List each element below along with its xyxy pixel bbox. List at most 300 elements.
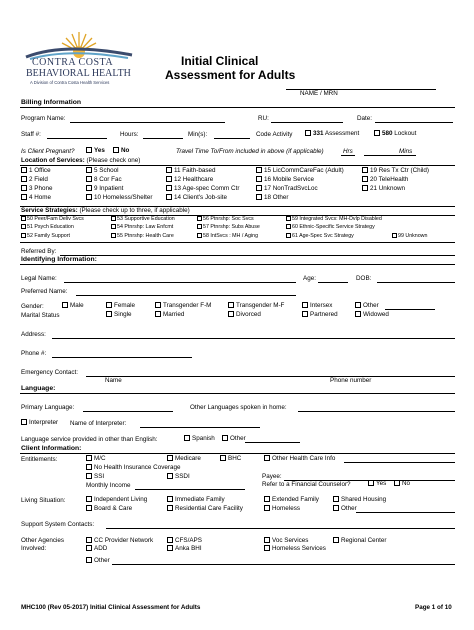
travel-hrs-field[interactable] — [341, 155, 355, 156]
living-option-label: Homeless — [272, 505, 300, 512]
monthly-income-field[interactable] — [135, 489, 245, 490]
checkbox-icon — [362, 176, 368, 182]
other-hci-label: Other Health Care Info — [272, 455, 336, 462]
location-option-label: 10 Homeless/Shelter — [94, 194, 153, 201]
emergency-label: Emergency Contact: — [21, 369, 79, 376]
code-580-label: Lockout — [394, 130, 417, 137]
agency-other-label: Other — [94, 557, 110, 564]
checkbox-icon — [368, 480, 374, 486]
date-label: Date: — [357, 115, 373, 122]
checkbox-icon — [86, 167, 92, 173]
code-331-checkbox[interactable] — [305, 130, 359, 137]
checkbox-icon — [21, 233, 26, 238]
strategies-heading-row — [21, 207, 190, 214]
checkbox-icon — [355, 302, 361, 308]
location-option[interactable] — [166, 194, 227, 201]
address-label: Address: — [21, 331, 46, 338]
location-option[interactable] — [362, 185, 405, 192]
checkbox-icon — [302, 311, 308, 317]
pregnant-yes-checkbox[interactable] — [86, 147, 105, 154]
checkbox-icon — [220, 455, 226, 461]
mins-field[interactable] — [214, 138, 250, 139]
living-option[interactable] — [333, 496, 386, 503]
checkbox-icon — [222, 435, 228, 441]
agency-other-field[interactable] — [112, 564, 455, 565]
checkbox-icon — [111, 224, 116, 229]
phone-field[interactable] — [52, 357, 192, 358]
location-option-label: 20 TeleHealth — [370, 176, 409, 183]
checkbox-icon — [86, 505, 92, 511]
agencies-label1: Other Agencies — [21, 537, 65, 544]
living-option-label: Residential Care Facility — [175, 505, 243, 512]
financial-yes-checkbox[interactable] — [368, 480, 386, 487]
checkbox-icon — [256, 176, 262, 182]
checkbox-icon — [394, 480, 400, 486]
checkbox-icon — [197, 216, 202, 221]
form-title-line1: Initial Clinical — [181, 54, 259, 68]
checkbox-icon — [167, 473, 173, 479]
checkbox-icon — [111, 216, 116, 221]
checkbox-icon — [286, 224, 291, 229]
code-activity-label: Code Activity — [256, 131, 293, 138]
dob-field[interactable] — [377, 282, 455, 283]
location-option[interactable] — [86, 167, 119, 174]
location-option[interactable] — [256, 185, 318, 192]
strategy-option-label: 56 Ptnrshp: Soc Svcs — [203, 216, 254, 222]
checkbox-icon — [264, 545, 270, 551]
marital-option[interactable] — [228, 311, 261, 318]
checkbox-icon — [21, 194, 27, 200]
checkbox-icon — [256, 167, 262, 173]
agencies-label2: Involved: — [21, 545, 47, 552]
location-option[interactable] — [166, 176, 213, 183]
checkbox-icon — [264, 505, 270, 511]
ru-field[interactable] — [271, 122, 343, 123]
checkbox-icon — [106, 311, 112, 317]
checkbox-icon — [86, 464, 92, 470]
checkbox-icon — [86, 537, 92, 543]
code-580-num: 580 — [382, 130, 393, 137]
checkbox-icon — [111, 233, 116, 238]
staff-label: Staff #: — [21, 131, 41, 138]
support-label: Support System Contacts: — [21, 521, 95, 528]
language-service-label: Language service provided in other than English: — [21, 436, 158, 443]
ssdi-checkbox[interactable] — [167, 473, 190, 480]
logo-line2: BEHAVIORAL HEALTH — [26, 68, 131, 79]
gender-option[interactable] — [228, 302, 284, 309]
marital-option[interactable] — [155, 311, 184, 318]
agency-option-label: ADD — [94, 545, 108, 552]
agency-option[interactable] — [86, 545, 107, 552]
living-label: Living Situation: — [21, 497, 66, 504]
location-option[interactable] — [362, 176, 408, 183]
living-option-label: Other — [341, 505, 357, 512]
primary-language-label: Primary Language: — [21, 404, 75, 411]
mc-label: M/C — [94, 455, 106, 462]
location-option-label: 19 Res Tx Ctr (Child) — [370, 167, 430, 174]
checkbox-icon — [166, 185, 172, 191]
living-other-field[interactable] — [356, 512, 455, 513]
living-option-label: Extended Family — [272, 496, 319, 503]
location-option[interactable] — [256, 194, 289, 201]
checkbox-icon — [86, 557, 92, 563]
staff-field[interactable] — [47, 138, 107, 139]
emergency-field[interactable] — [86, 376, 455, 377]
checkbox-icon — [305, 130, 311, 136]
checkbox-icon — [228, 302, 234, 308]
strategy-option-label: 57 Ptnrshp: Subs Abuse — [203, 224, 260, 231]
footer-page-number: Page 1 of 10 — [415, 604, 452, 611]
financial-no-checkbox[interactable] — [394, 480, 410, 487]
program-name-label: Program Name: — [21, 115, 66, 122]
interpreter-checkbox[interactable] — [21, 419, 58, 426]
strategy-option[interactable] — [197, 216, 254, 222]
strategy-option[interactable] — [392, 233, 427, 239]
entitlements-label: Entitlements: — [21, 456, 58, 463]
location-option[interactable] — [256, 176, 314, 183]
checkbox-icon — [86, 496, 92, 502]
living-option[interactable] — [264, 505, 300, 512]
checkbox-icon — [166, 176, 172, 182]
location-option-label: 2 Field — [29, 176, 48, 183]
yes-label: Yes — [94, 147, 105, 154]
gender-option[interactable] — [355, 302, 379, 309]
identifying-heading: Identifying Information: — [21, 256, 97, 263]
pregnant-no-checkbox[interactable] — [113, 147, 129, 154]
strategy-option[interactable] — [111, 224, 173, 230]
mins-label: Min(s): — [188, 131, 208, 138]
agency-option[interactable] — [167, 537, 202, 544]
strategy-option-label: 53 Supportive Education — [117, 216, 175, 222]
support-field[interactable] — [106, 528, 455, 529]
travel-mins-field[interactable] — [364, 155, 416, 156]
gender-option[interactable] — [106, 302, 135, 309]
mc-checkbox[interactable] — [86, 455, 106, 462]
age-field[interactable] — [318, 282, 348, 283]
checkbox-icon — [106, 302, 112, 308]
location-option[interactable] — [21, 185, 52, 192]
strategy-option-label: 55 Ptnrshp: Health Care — [117, 232, 174, 239]
checkbox-icon — [355, 311, 361, 317]
sun-logo-icon — [24, 30, 134, 60]
form-title-line2: Assessment for Adults — [165, 68, 296, 82]
gender-other-field[interactable] — [385, 309, 435, 310]
strategy-option[interactable] — [286, 233, 354, 239]
spanish-checkbox[interactable] — [184, 435, 215, 442]
date-field[interactable] — [375, 122, 453, 123]
strategy-option-label: 60 Ethnic-Specific Service Strategy — [292, 224, 375, 231]
checkbox-icon — [86, 147, 92, 153]
checkbox-icon — [362, 167, 368, 173]
checkbox-icon — [155, 302, 161, 308]
location-option[interactable] — [21, 194, 51, 201]
legal-name-label: Legal Name: — [21, 275, 57, 282]
strategy-option-label: 54 Ptnrshp: Law Enfcmt — [117, 224, 174, 231]
living-option[interactable] — [264, 496, 319, 503]
strategy-option-label: 51 Psych Education — [27, 224, 74, 231]
location-option-label: 3 Phone — [29, 185, 53, 192]
primary-language-field[interactable] — [83, 411, 173, 412]
agency-option-label: Homeless Services — [272, 545, 326, 552]
checkbox-icon — [166, 167, 172, 173]
gender-option-label: Transgender F-M — [163, 302, 212, 309]
agency-option[interactable] — [264, 545, 326, 552]
referred-by-label: Referred By: — [21, 248, 57, 255]
strategy-option[interactable] — [21, 216, 84, 222]
checkbox-icon — [333, 496, 339, 502]
living-option[interactable] — [167, 496, 225, 503]
emergency-name-col: Name — [105, 377, 122, 384]
marital-option-label: Partnered — [310, 311, 338, 318]
agency-option-label: CC Provider Network — [94, 537, 154, 544]
location-option-label: 21 Unknown — [370, 185, 406, 192]
gender-label: Gender: — [21, 303, 44, 310]
gender-option[interactable] — [62, 302, 84, 309]
marital-option-label: Single — [114, 311, 132, 318]
preferred-name-label: Preferred Name: — [21, 288, 68, 295]
location-option-label: 18 Other — [264, 194, 289, 201]
marital-option-label: Widowed — [363, 311, 389, 318]
interpreter-label: Interpreter — [29, 419, 59, 426]
address-field[interactable] — [52, 338, 455, 339]
interpreter-name-field[interactable] — [140, 427, 260, 428]
strategy-option[interactable] — [21, 224, 74, 230]
location-heading: Location of Services: — [21, 157, 85, 164]
strategy-option[interactable] — [111, 216, 175, 222]
name-mrn-label: NAME / MRN — [300, 90, 338, 97]
location-option[interactable] — [362, 167, 429, 174]
location-option[interactable] — [256, 167, 344, 174]
location-option[interactable] — [86, 185, 123, 192]
location-option-label: 14 Client's Job-site — [174, 194, 228, 201]
strategy-option-label: 58 IntSvcs : MH / Aging — [203, 232, 259, 239]
ssi-checkbox[interactable] — [86, 473, 104, 480]
checkbox-icon — [286, 233, 291, 238]
location-option-label: 1 Office — [29, 167, 51, 174]
strategy-option-label: 50 Peer/Fam Deliv Svcs — [27, 216, 84, 222]
checkbox-icon — [21, 185, 27, 191]
pregnant-label: Is Client Pregnant? — [21, 148, 75, 155]
location-option[interactable] — [86, 194, 152, 201]
checkbox-icon — [21, 419, 27, 425]
living-option[interactable] — [167, 505, 243, 512]
other-hci-field[interactable] — [344, 462, 455, 463]
checkbox-icon — [86, 176, 92, 182]
checkbox-icon — [228, 311, 234, 317]
code-580-checkbox[interactable] — [374, 130, 416, 137]
checkbox-icon — [167, 455, 173, 461]
code-331-num: 331 — [313, 130, 324, 137]
checkbox-icon — [113, 147, 119, 153]
checkbox-icon — [155, 311, 161, 317]
ru-label: RU: — [258, 115, 269, 122]
location-option-label: 17 NonTradSvcLoc — [264, 185, 318, 192]
checkbox-icon — [333, 505, 339, 511]
living-option[interactable] — [86, 496, 147, 503]
agency-option-label: Voc Services — [272, 537, 309, 544]
strategy-option-label: 59 Integrated Svcs: MH-Dvlp Disabled — [292, 216, 382, 222]
hours-label: Hours: — [120, 131, 139, 138]
travel-hrs-label: Hrs — [343, 148, 353, 155]
checkbox-icon — [256, 185, 262, 191]
location-option[interactable] — [166, 185, 239, 192]
medicare-checkbox[interactable] — [167, 455, 201, 462]
location-option-label: 8 Cor Fac — [94, 176, 122, 183]
checkbox-icon — [184, 435, 190, 441]
hours-field[interactable] — [143, 138, 183, 139]
checkbox-icon — [333, 537, 339, 543]
ssi-label: SSI — [94, 473, 105, 480]
agency-option[interactable] — [167, 545, 202, 552]
checkbox-icon — [264, 455, 270, 461]
gender-option[interactable] — [155, 302, 211, 309]
marital-label: Marital Status — [21, 312, 60, 319]
strategy-option[interactable] — [197, 233, 258, 239]
location-option-label: 11 Faith-based — [174, 167, 216, 174]
checkbox-icon — [374, 130, 380, 136]
location-option[interactable] — [86, 176, 122, 183]
location-option-label: 5 School — [94, 167, 119, 174]
strategy-option[interactable] — [111, 233, 174, 239]
bhc-label: BHC — [228, 455, 242, 462]
logo — [24, 30, 134, 96]
checkbox-icon — [264, 496, 270, 502]
strategy-option-label: 99 Unknown — [398, 232, 428, 239]
gender-option[interactable] — [302, 302, 332, 309]
strategy-option[interactable] — [197, 224, 260, 230]
strategy-option-label: 61 Age-Spec Svc Strategy — [292, 232, 354, 239]
checkbox-icon — [21, 176, 27, 182]
program-name-field[interactable] — [70, 122, 225, 123]
marital-option-label: Divorced — [236, 311, 261, 318]
living-option-label: Independent Living — [94, 496, 148, 503]
gender-option-label: Male — [70, 302, 84, 309]
checkbox-icon — [86, 545, 92, 551]
agency-other-checkbox[interactable] — [86, 557, 110, 564]
no-insurance-checkbox[interactable] — [86, 464, 180, 471]
dob-label: DOB: — [356, 275, 372, 282]
no-label: No — [121, 147, 130, 154]
logo-line1: CONTRA COSTA — [32, 57, 114, 68]
location-option[interactable] — [21, 176, 48, 183]
spanish-label: Spanish — [192, 435, 215, 442]
checkbox-icon — [167, 537, 173, 543]
financial-label: Refer to a Financial Counselor? — [262, 481, 351, 488]
location-option-label: 16 Mobile Service — [264, 176, 315, 183]
living-option[interactable] — [333, 505, 357, 512]
location-option[interactable] — [166, 167, 216, 174]
lang-other-checkbox[interactable] — [222, 435, 246, 442]
strategy-option[interactable] — [21, 233, 70, 239]
age-label: Age: — [303, 275, 316, 282]
travel-label: Travel Time To/From included in above (if applicable) — [176, 148, 324, 155]
checkbox-icon — [286, 216, 291, 221]
legal-name-field[interactable] — [64, 282, 296, 283]
living-option-label: Immediate Family — [175, 496, 225, 503]
gender-option-label: Other — [363, 302, 379, 309]
bhc-checkbox[interactable] — [220, 455, 241, 462]
agency-option[interactable] — [333, 537, 387, 544]
strategy-option[interactable] — [286, 224, 375, 230]
checkbox-icon — [264, 537, 270, 543]
payee-label: Payee: — [262, 473, 282, 480]
marital-option[interactable] — [355, 311, 389, 318]
marital-option-label: Married — [163, 311, 185, 318]
living-option[interactable] — [86, 505, 132, 512]
checkbox-icon — [167, 505, 173, 511]
living-option-label: Shared Housing — [341, 496, 387, 503]
strategies-heading: Service Strategies: — [21, 207, 78, 214]
checkbox-icon — [167, 496, 173, 502]
checkbox-icon — [362, 185, 368, 191]
ssdi-label: SSDI — [175, 473, 190, 480]
gender-option-label: Intersex — [310, 302, 333, 309]
agency-option-label: Anka BHI — [175, 545, 202, 552]
interpreter-name-label: Name of Interpreter: — [70, 420, 127, 427]
travel-mins-label: Mins — [399, 148, 413, 155]
location-option-label: 4 Home — [29, 194, 52, 201]
checkbox-icon — [21, 224, 26, 229]
referred-by-field[interactable] — [60, 255, 455, 256]
strategy-option[interactable] — [286, 216, 382, 222]
yes-label: Yes — [376, 480, 387, 487]
code-331-label: Assessment — [324, 130, 360, 137]
agency-option[interactable] — [86, 537, 153, 544]
checkbox-icon — [21, 216, 26, 221]
emergency-phone-col: Phone number — [330, 377, 372, 384]
gender-option-label: Female — [114, 302, 135, 309]
lang-other-label: Other — [230, 435, 246, 442]
location-option-label: 13 Age-spec Comm Ctr — [174, 185, 240, 192]
gender-option-label: Transgender M-F — [236, 302, 285, 309]
location-note: (Please check one) — [86, 157, 141, 164]
marital-option[interactable] — [106, 311, 132, 318]
agency-option-label: Regional Center — [341, 537, 387, 544]
checkbox-icon — [86, 185, 92, 191]
checkbox-icon — [86, 194, 92, 200]
phone-label: Phone #: — [21, 350, 47, 357]
location-heading-row — [21, 157, 140, 164]
preferred-name-field[interactable] — [76, 295, 296, 296]
location-option-label: 9 Inpatient — [94, 185, 124, 192]
billing-heading: Billing Information — [21, 99, 82, 106]
checkbox-icon — [86, 473, 92, 479]
checkbox-icon — [21, 167, 27, 173]
agency-option-label: CFS/APS — [175, 537, 202, 544]
other-languages-field[interactable] — [298, 411, 455, 412]
checkbox-icon — [392, 233, 397, 238]
location-option[interactable] — [21, 167, 51, 174]
checkbox-icon — [302, 302, 308, 308]
checkbox-icon — [256, 194, 262, 200]
monthly-income-label: Monthly Income — [86, 482, 131, 489]
checkbox-icon — [197, 224, 202, 229]
checkbox-icon — [86, 455, 92, 461]
checkbox-icon — [167, 545, 173, 551]
checkbox-icon — [166, 194, 172, 200]
medicare-label: Medicare — [175, 455, 201, 462]
other-hci-checkbox[interactable] — [264, 455, 335, 462]
language-heading: Language: — [21, 385, 56, 392]
footer-form-id: MHC100 (Rev 05-2017) Initial Clinical Assessment for Adults — [21, 604, 201, 611]
lang-other-field[interactable] — [245, 442, 300, 443]
living-option-label: Board & Care — [94, 505, 133, 512]
checkbox-icon — [62, 302, 68, 308]
agency-option[interactable] — [264, 537, 308, 544]
strategy-option-label: 52 Family Support — [27, 232, 70, 239]
checkbox-icon — [197, 233, 202, 238]
marital-option[interactable] — [302, 311, 338, 318]
